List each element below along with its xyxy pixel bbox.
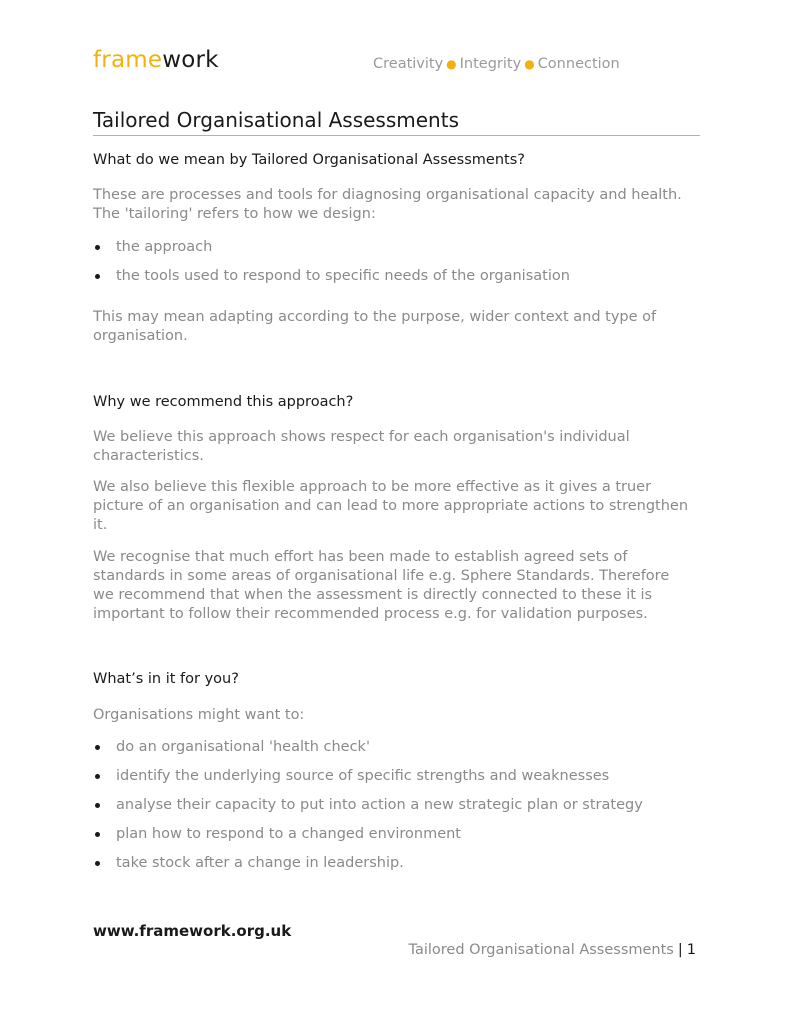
footer-separator: | xyxy=(677,942,683,958)
list-item: the tools used to respond to specific needs of the organisation xyxy=(93,267,570,296)
bullet-dot-icon: ● xyxy=(446,57,457,71)
tagline xyxy=(373,56,620,72)
list-item: identify the underlying source of specific strengths and weaknesses xyxy=(93,767,643,796)
footer-doc-title: Tailored Organisational Assessments xyxy=(408,942,674,958)
section-heading-meaning: What do we mean by Tailored Organisational Assessments? xyxy=(93,152,525,168)
section1-outro: This may mean adapting according to the purpose, wider context and type of organisation. xyxy=(93,309,657,344)
list-item: analyse their capacity to put into action a new strategic plan or strategy xyxy=(93,796,643,825)
tagline-creativity: Creativity xyxy=(373,56,444,72)
section-heading-why: Why we recommend this approach? xyxy=(93,394,354,410)
section-heading-benefits: What’s in it for you? xyxy=(93,671,239,687)
section1-intro: These are processes and tools for diagnosing organisational capacity and health. The 'tailoring' refers to how we design: xyxy=(93,187,682,222)
logo-frame-text: frame xyxy=(93,47,163,73)
list-item: plan how to respond to a changed environment xyxy=(93,825,643,854)
section2-para-1: We believe this approach shows respect for each organisation's individual characteristics. xyxy=(93,429,630,464)
page-number: 1 xyxy=(686,942,696,958)
framework-logo xyxy=(93,47,219,73)
list-item: do an organisational 'health check' xyxy=(93,738,643,767)
tagline-integrity: Integrity xyxy=(459,56,522,72)
section3-intro: Organisations might want to: xyxy=(93,707,305,723)
footer-page-info xyxy=(409,942,696,958)
footer-website-link[interactable]: www.framework.org.uk xyxy=(93,922,292,940)
section1-bullet-list xyxy=(93,238,570,296)
logo-work-text: work xyxy=(162,47,219,73)
list-item: take stock after a change in leadership. xyxy=(93,854,643,883)
page-title: Tailored Organisational Assessments xyxy=(93,108,700,136)
tagline-connection: Connection xyxy=(537,56,620,72)
section2-para-3: We recognise that much effort has been made to establish agreed sets of standards in some areas of organisational life e.g. Sphere Standards. Therefore we recommend that when the assessment is directly connected to these it is important to follow their recommended process e.g. for validation purposes. xyxy=(93,549,670,622)
list-item: the approach xyxy=(93,238,570,267)
section3-bullet-list xyxy=(93,738,643,883)
bullet-dot-icon: ● xyxy=(524,57,535,71)
section2-para-2: We also believe this flexible approach to be more effective as it gives a truer picture of an organisation and can lead to more appropriate actions to strengthen it. xyxy=(93,479,689,533)
